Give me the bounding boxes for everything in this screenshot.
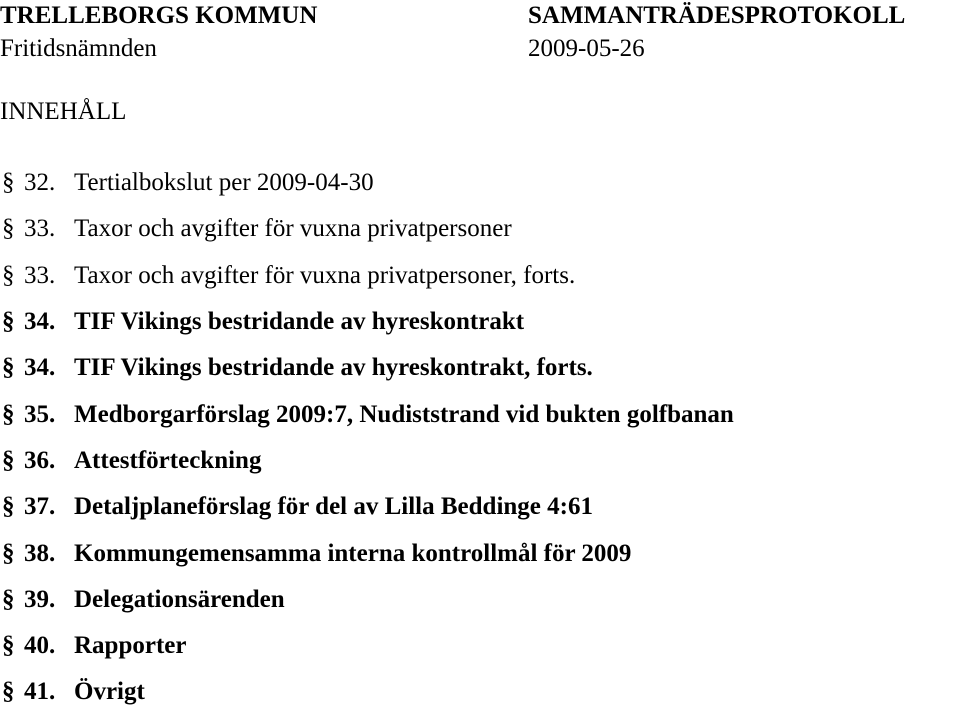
toc-item-title: Delegationsärenden xyxy=(74,585,285,613)
toc-item-title: Kommungemensamma interna kontrollmål för 2009 xyxy=(74,539,632,567)
toc-item-number: 40. xyxy=(24,632,56,660)
toc-item[interactable] xyxy=(0,299,734,345)
toc-item[interactable] xyxy=(0,253,734,299)
toc-item-title: Övrigt xyxy=(74,678,145,706)
toc-item-title: Medborgarförslag 2009:7, Nudiststrand vid bukten golfbanan xyxy=(74,400,734,428)
section-symbol: § xyxy=(2,354,15,382)
toc-item-title: Taxor och avgifter för vuxna privatpersoner, forts. xyxy=(74,261,576,289)
toc-item-number: 34. xyxy=(24,354,56,382)
toc-item-title: Tertialbokslut per 2009-04-30 xyxy=(74,169,374,197)
toc-item[interactable] xyxy=(0,577,734,623)
toc-item[interactable] xyxy=(0,206,734,252)
toc-item[interactable] xyxy=(0,669,734,715)
toc-item-number: 39. xyxy=(24,585,56,613)
document-type: SAMMANTRÄDESPROTOKOLL xyxy=(528,2,906,29)
section-symbol: § xyxy=(2,308,15,336)
toc-item-number: 32. xyxy=(24,169,56,197)
section-symbol: § xyxy=(2,261,15,289)
toc-item[interactable] xyxy=(0,391,734,437)
toc-item-number: 33. xyxy=(24,215,56,243)
toc-item-title: Rapporter xyxy=(74,632,187,660)
section-symbol: § xyxy=(2,400,15,428)
toc-item[interactable] xyxy=(0,438,734,484)
section-symbol: § xyxy=(2,585,15,613)
toc-item-number: 35. xyxy=(24,400,56,428)
toc-item-title: TIF Vikings bestridande av hyreskontrakt, forts. xyxy=(74,354,593,382)
toc-item-number: 33. xyxy=(24,261,56,289)
toc-item-number: 41. xyxy=(24,678,56,706)
toc-item[interactable] xyxy=(0,160,734,206)
organization-name: TRELLEBORGS KOMMUN xyxy=(0,2,318,29)
meeting-date: 2009-05-26 xyxy=(528,35,645,62)
toc-list xyxy=(0,160,734,716)
toc-item-title: Detaljplaneförslag för del av Lilla Beddinge 4:61 xyxy=(74,493,593,521)
section-symbol: § xyxy=(2,678,15,706)
toc-item-number: 36. xyxy=(24,446,56,474)
toc-item[interactable] xyxy=(0,623,734,669)
toc-item-title: TIF Vikings bestridande av hyreskontrakt xyxy=(74,308,525,336)
committee-name: Fritidsnämnden xyxy=(0,35,157,62)
toc-item-number: 37. xyxy=(24,493,56,521)
toc-item[interactable] xyxy=(0,484,734,530)
section-symbol: § xyxy=(2,169,15,197)
toc-item[interactable] xyxy=(0,345,734,391)
section-symbol: § xyxy=(2,632,15,660)
toc-heading: INNEHÅLL xyxy=(0,98,127,125)
toc-item-title: Taxor och avgifter för vuxna privatpersoner xyxy=(74,215,512,243)
toc-item[interactable] xyxy=(0,530,734,576)
toc-item-title: Attestförteckning xyxy=(74,446,262,474)
toc-item-number: 34. xyxy=(24,308,56,336)
section-symbol: § xyxy=(2,493,15,521)
section-symbol: § xyxy=(2,215,15,243)
section-symbol: § xyxy=(2,446,15,474)
toc-item-number: 38. xyxy=(24,539,56,567)
section-symbol: § xyxy=(2,539,15,567)
